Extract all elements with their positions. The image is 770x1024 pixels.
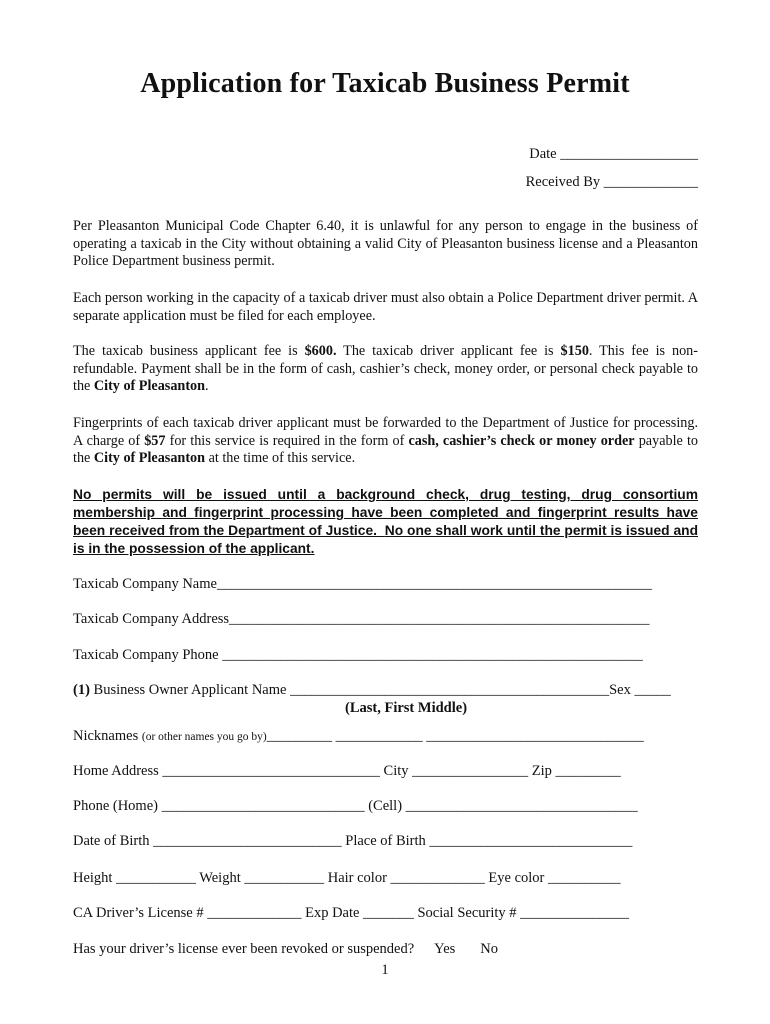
license-field[interactable]: CA Driver’s License # _____________ Exp Date _______ Social Security # _______________ [73, 905, 629, 921]
license-revoked-question: Has your driver’s license ever been revoked or suspended? Yes No [73, 941, 499, 957]
phone-field[interactable]: Phone (Home) ____________________________ (Cell) ________________________________ [73, 798, 638, 814]
owner-name-hint: (Last, First Middle) [345, 700, 468, 716]
fingerprint-fee: $57 [144, 432, 166, 449]
date-field[interactable]: Date ___________________ [529, 146, 698, 162]
yes-option[interactable]: Yes [434, 941, 456, 957]
warning-notice: No permits will be issued until a background check, drug testing, drug consortium membership and fingerprint processing have been completed and fingerprint results have been received from the Department of Justice. No one shall work until the permit is issued and is in the possession of the applicant. [73, 487, 699, 556]
payment-forms: cash, cashier’s check or money order [408, 432, 635, 449]
paragraph-driver-permit: Each person working in the capacity of a taxicab driver must also obtain a Police Department driver permit. A separate application must be filed for each employee. [73, 290, 698, 324]
payee: City of Pleasanton [93, 378, 206, 394]
owner-name-field[interactable]: (1) Business Owner Applicant Name ____________________________________________Sex _____ [73, 682, 671, 698]
payee: City of Pleasanton [93, 450, 206, 466]
physical-description-field[interactable]: Height ___________ Weight ___________ Hair color _____________ Eye color __________ [73, 870, 621, 886]
received-by-field[interactable]: Received By _____________ [525, 174, 698, 190]
paragraph-fees: The taxicab business applicant fee is $600. The taxicab driver applicant fee is $150. This fee is non-refundable. Payment shall be in the form of cash, cashier’s check, money order, or personal check payable to the City of Pleasanton. [73, 343, 698, 394]
company-phone-field[interactable]: Taxicab Company Phone __________________________________________________________ [73, 647, 643, 663]
birth-field[interactable]: Date of Birth __________________________ Place of Birth ____________________________ [73, 833, 633, 849]
page-title: Application for Taxicab Business Permit [140, 68, 630, 99]
paragraph-municipal-code: Per Pleasanton Municipal Code Chapter 6.40, it is unlawful for any person to engage in the business of operating a taxicab in the City without obtaining a valid City of Pleasanton business license and a Pleasanton Police Department business permit. [73, 218, 698, 269]
company-name-field[interactable]: Taxicab Company Name____________________________________________________________ [73, 576, 652, 592]
company-address-field[interactable]: Taxicab Company Address__________________________________________________________ [73, 611, 650, 627]
driver-fee: $150 [560, 343, 589, 359]
no-option[interactable]: No [480, 941, 499, 957]
nicknames-field[interactable]: Nicknames (or other names you go by)_________ ____________ ______________________________ [73, 728, 644, 744]
page-number: 1 [381, 962, 389, 978]
business-fee: $600. [304, 343, 337, 359]
paragraph-fingerprints: Fingerprints of each taxicab driver applicant must be forwarded to the Department of Justice for processing. A charge of $57 for this service is required in the form of cash, cashier’s check or money order payable to the City of Pleasanton at the time of this service. [73, 415, 698, 466]
home-address-field[interactable]: Home Address ______________________________ City ________________ Zip _________ [73, 763, 621, 779]
